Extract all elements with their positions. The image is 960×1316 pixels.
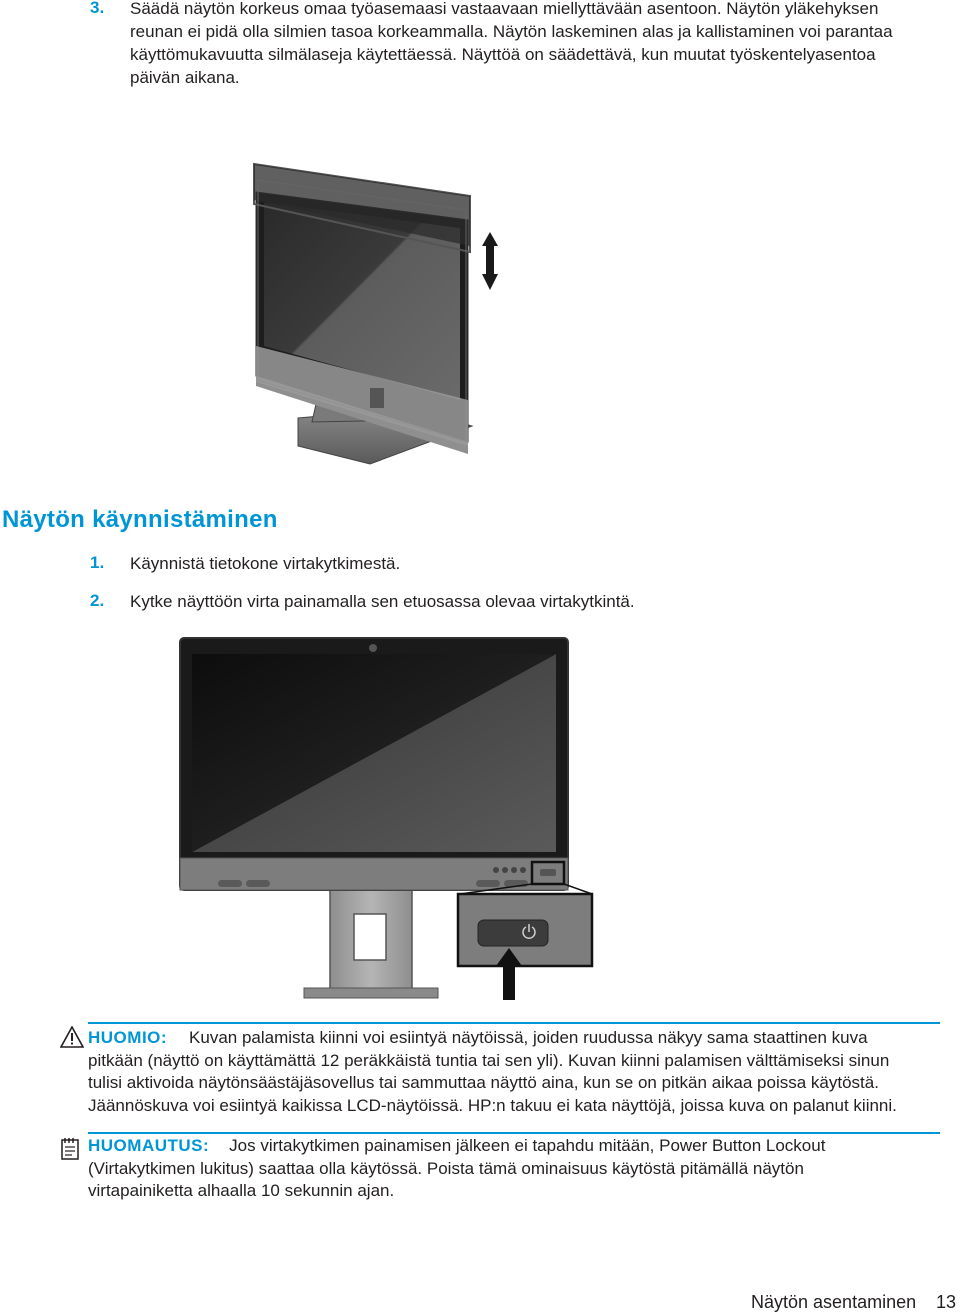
up-down-arrow-icon (482, 232, 498, 290)
step-1-text: Käynnistä tietokone virtakytkimestä. (130, 554, 401, 573)
note-label: HUOMAUTUS: (88, 1136, 210, 1155)
caution-line-1 (88, 1027, 868, 1050)
step-3-line-4: päivän aikana. (130, 68, 240, 87)
note-pad-icon (60, 1136, 82, 1160)
step-3-line-1: Säädä näytön korkeus omaa työasemaasi vastaavaan miellyttävään asentoon. Näytön yläkehyksen (130, 0, 879, 18)
caution-text-1: Kuvan palamista kiinni voi esiintyä näytöissä, joiden ruudussa näkyy sama staattinen kuva (189, 1028, 868, 1047)
note-line-1 (88, 1135, 825, 1158)
footer-section: Näytön asentaminen (751, 1292, 917, 1312)
note-text-1: Jos virtakytkimen painamisen jälkeen ei tapahdu mitään, Power Button Lockout (229, 1136, 826, 1155)
note-rule (88, 1132, 940, 1134)
step-3-number: 3. (90, 0, 105, 17)
height-adjustment-illustration (220, 150, 520, 470)
section-title: Näytön käynnistäminen (2, 506, 278, 533)
warning-triangle-icon (60, 1026, 84, 1048)
step-2-text: Kytke näyttöön virta painamalla sen etuosassa olevaa virtakytkintä. (130, 592, 635, 611)
power-button-illustration (178, 636, 598, 1002)
step-3-line-2: reunan ei pidä olla silmien tasoa korkeammalla. Näytön laskeminen alas ja kallistaminen voi parantaa (130, 22, 893, 41)
caution-line-4: Jäännöskuva voi esiintyä kaikissa LCD-näytöissä. HP:n takuu ei kata näyttöjä, joissa kuva on palanut kiinni. (88, 1096, 897, 1115)
step-1-number: 1. (90, 553, 105, 572)
caution-label: HUOMIO: (88, 1028, 168, 1047)
caution-line-3: tulisi aktivoida näytönsäästäjäsovellus tai sammuttaa näyttö aina, kun se on pitkän aikaa poissa käytöstä. (88, 1073, 879, 1092)
page-number: 13 (936, 1292, 957, 1312)
note-line-3: virtapainiketta alhaalla 10 sekunnin ajan. (88, 1181, 395, 1200)
caution-rule (88, 1022, 940, 1024)
step-3-line-3: käyttömukavuutta silmälaseja käytettäessä. Näyttöä on säädettävä, kun muutat työskentelyasentoa (130, 45, 876, 64)
note-line-2: (Virtakytkimen lukitus) saattaa olla käytössä. Poista tämä ominaisuus käytöstä pitämällä näytön (88, 1159, 804, 1178)
step-2-number: 2. (90, 591, 105, 610)
caution-line-2: pitkään (näyttö on käyttämättä 12 peräkkäistä tuntia tai sen yli). Kuvan kiinni palamisen välttämiseksi sinun (88, 1051, 890, 1070)
